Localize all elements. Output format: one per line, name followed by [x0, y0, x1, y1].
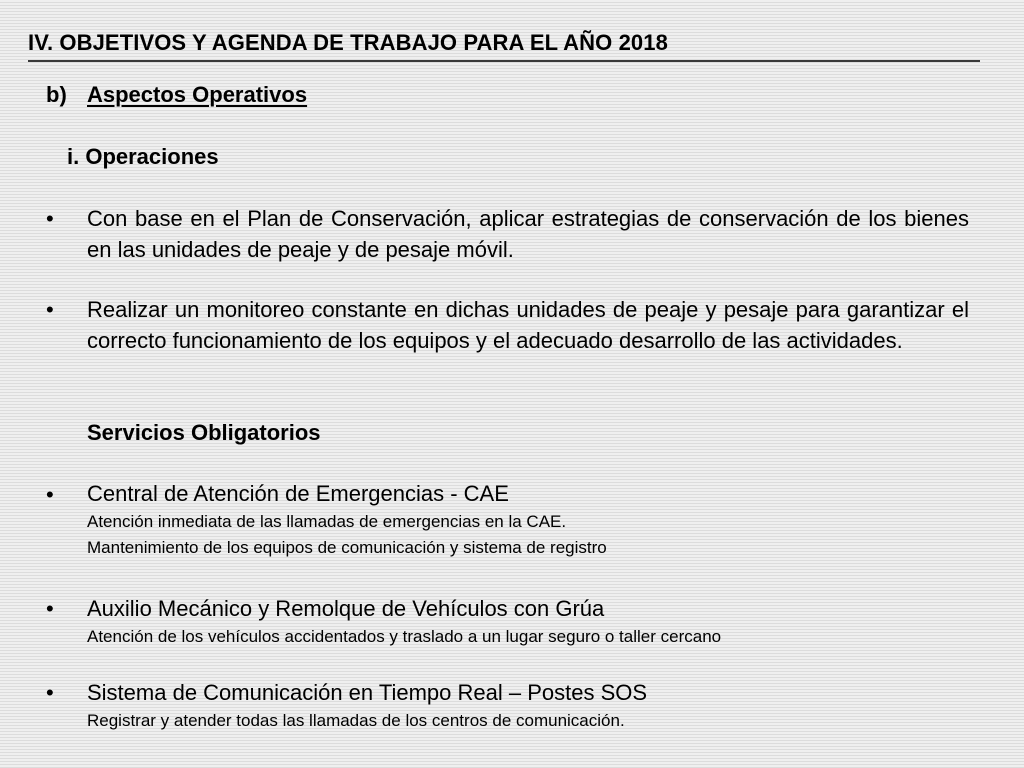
- objective-paragraph: Realizar un monitoreo constante en dichas unidades de peaje y pesaje para garantizar el correcto funcionamiento de los equipos y el adecuado desarrollo de las actividades.: [87, 297, 969, 353]
- bullet-icon: •: [46, 596, 54, 621]
- service-name: Auxilio Mecánico y Remolque de Vehículos con Grúa: [87, 596, 605, 621]
- service-detail: Atención inmediata de las llamadas de emergencias en la CAE.: [87, 512, 567, 531]
- bullet-icon: •: [46, 680, 54, 705]
- objective-paragraph: Con base en el Plan de Conservación, aplicar estrategias de conservación de los bienes en las unidades de peaje y de pesaje móvil.: [87, 206, 969, 262]
- slide-title: IV. OBJETIVOS Y AGENDA DE TRABAJO PARA EL AÑO 2018: [28, 30, 668, 55]
- subsection-heading: i. Operaciones: [67, 144, 219, 169]
- service-detail: Registrar y atender todas las llamadas de los centros de comunicación.: [87, 711, 625, 730]
- title-divider: [28, 60, 980, 62]
- service-name: Central de Atención de Emergencias - CAE: [87, 481, 509, 506]
- bullet-icon: •: [46, 482, 54, 507]
- services-heading: Servicios Obligatorios: [87, 420, 321, 445]
- service-name: Sistema de Comunicación en Tiempo Real – Postes SOS: [87, 680, 648, 705]
- section-heading: Aspectos Operativos: [87, 82, 308, 107]
- section-label: b): [46, 82, 67, 107]
- bullet-icon: •: [46, 297, 54, 322]
- service-detail: Atención de los vehículos accidentados y traslado a un lugar seguro o taller cercano: [87, 627, 722, 646]
- service-detail: Mantenimiento de los equipos de comunicación y sistema de registro: [87, 538, 607, 557]
- bullet-icon: •: [46, 206, 54, 231]
